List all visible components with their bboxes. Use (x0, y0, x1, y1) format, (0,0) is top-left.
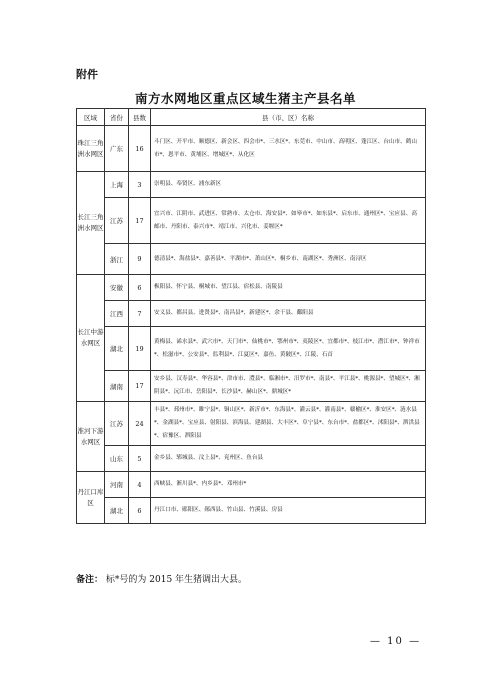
county-count: 4 (129, 472, 151, 498)
table-row (77, 198, 426, 244)
county-count: 3 (129, 172, 151, 198)
header-province: 省份 (105, 109, 129, 126)
table-row (77, 498, 426, 524)
table-header-row (77, 109, 426, 126)
table-row (77, 446, 426, 472)
county-list: 黄梅县、浠水县*、武穴市*、天门市*、仙桃市*、鄂州市*、夷陵区*、宜都市*、枝江市*、潜江市*、钟祥市*、松滋市*、公安县*、监利县*、江夏区*、嘉鱼、黄陂区*、江陵、石首 (151, 327, 426, 371)
county-count: 19 (129, 327, 151, 371)
page-number: — 10 — (370, 636, 422, 647)
province-name: 浙江 (105, 244, 129, 275)
table-row (77, 126, 426, 172)
province-name: 湖北 (105, 498, 129, 524)
county-list: 丰县*、邳州市*、睢宁县*、铜山区*、新沂市*、东海县*、灌云县*、灌南县*、赣榆区*、淮安区*、涟水县*、金湖县*、宝应县、射阳县、滨海县、建湖县、大丰区*、阜宁县*、东台市*、盐都区*、沭阳县*、泗洪县*、宿豫区、泗阳县 (151, 402, 426, 446)
footnote: 备注： 标*号的为 2015 年生猪调出大县。 (76, 575, 248, 585)
province-name: 江西 (105, 301, 129, 327)
county-list: 安乡县、汉寿县*、华容县*、津市市、澧县*、临湘市*、汨罗市*、南县*、平江县*、桃源县*、望城区*、湘阴县*、沅江市、岳阳县*、长沙县*、赫山区*、鼎城区* (151, 371, 426, 402)
province-name: 河南 (105, 472, 129, 498)
header-count: 县数 (129, 109, 151, 126)
table-row (77, 402, 426, 446)
county-count: 17 (129, 371, 151, 402)
table-row (77, 327, 426, 371)
county-list: 斗门区、开平市、顺德区、新会区、四会市*、三水区*、东莞市、中山市、高明区、蓬江区、台山市、鹤山市*、恩平市、黄埔区、增城区*、从化区 (151, 126, 426, 172)
attachment-label: 附件 (76, 68, 98, 81)
county-list: 丹江口市、郧阳区、郧西县、竹山县、竹溪县、房县 (151, 498, 426, 524)
county-count: 17 (129, 198, 151, 244)
county-list: 德清县*、海盐县*、嘉善县*、平湖市*、萧山区*、桐乡市、南湖区*、秀洲区、南浔区 (151, 244, 426, 275)
header-region: 区域 (77, 109, 105, 126)
province-name: 上海 (105, 172, 129, 198)
region-name: 丹江口库区 (77, 472, 105, 524)
footnote-text: 标*号的为 2015 年生猪调出大县。 (105, 575, 248, 585)
footnote-label: 备注 (76, 575, 95, 585)
province-name: 湖北 (105, 327, 129, 371)
header-counties: 县（市、区）名称 (151, 109, 426, 126)
province-name: 湖南 (105, 371, 129, 402)
county-count: 5 (129, 446, 151, 472)
county-count: 16 (129, 126, 151, 172)
province-name: 江苏 (105, 402, 129, 446)
region-name: 淮河下游水网区 (77, 402, 105, 472)
table-row (77, 275, 426, 301)
county-count: 6 (129, 275, 151, 301)
county-table (76, 108, 426, 524)
province-name: 江苏 (105, 198, 129, 244)
table-row (77, 472, 426, 498)
region-name: 长江中游水网区 (77, 275, 105, 402)
county-count: 6 (129, 498, 151, 524)
county-count: 7 (129, 301, 151, 327)
table-row (77, 371, 426, 402)
county-list: 宜兴市、江阴市、武进区、常熟市、太仓市、海安县*、如皋市*、如东县*、启东市、通州区*、宝应县、高邮市、丹阳市、泰兴市*、靖江市、兴化市、姜堰区* (151, 198, 426, 244)
county-count: 24 (129, 402, 151, 446)
province-name: 广东 (105, 126, 129, 172)
county-count: 9 (129, 244, 151, 275)
county-list: 崇明县、奉贤区、浦东新区 (151, 172, 426, 198)
table-row (77, 244, 426, 275)
county-list: 安义县、都昌县、进贤县*、南昌县*、新建区*、余干县、鄱阳县 (151, 301, 426, 327)
county-list: 金乡县、郓城县、汶上县*、兖州区、鱼台县 (151, 446, 426, 472)
table-row (77, 172, 426, 198)
county-list: 枞阳县、怀宁县、桐城市、望江县、宿松县、南陵县 (151, 275, 426, 301)
region-name: 珠江三角洲水网区 (77, 126, 105, 172)
region-name: 长江三角洲水网区 (77, 172, 105, 275)
document-title: 南方水网地区重点区域生猪主产县名单 (134, 91, 356, 106)
province-name: 安徽 (105, 275, 129, 301)
county-list: 西峡县、淅川县*、内乡县*、邓州市* (151, 472, 426, 498)
province-name: 山东 (105, 446, 129, 472)
table-row (77, 301, 426, 327)
